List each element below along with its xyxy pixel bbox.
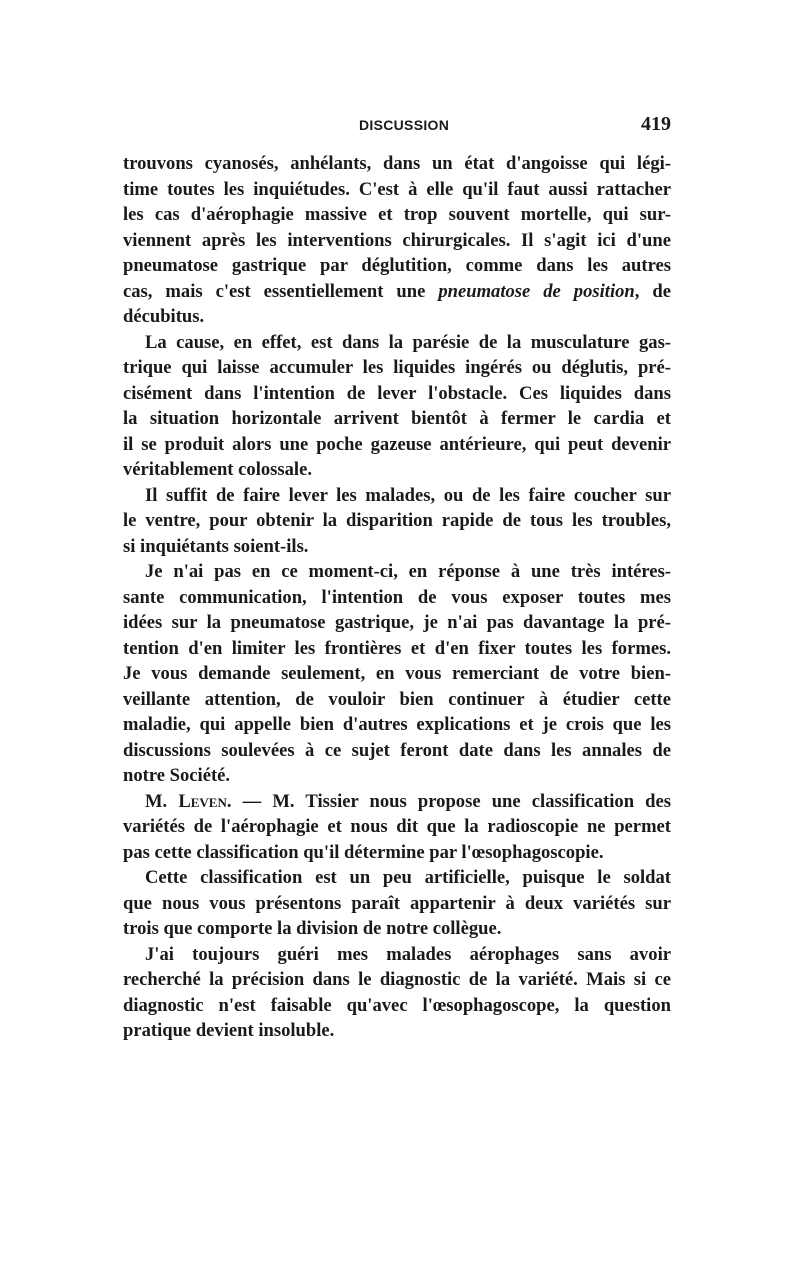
- text-line: J'ai toujours guéri mes malades aérophages sans avoir: [145, 943, 671, 965]
- page-number: 419: [641, 113, 671, 135]
- text-line: Je n'ai pas en ce moment-ci, en réponse à une très intéres-: [145, 561, 671, 582]
- speaker-name: M. Leven.: [145, 790, 232, 812]
- text-line: viennent après les interventions chirurgicales. Il s'agit ici d'une: [123, 229, 671, 251]
- text-line: sante communication, l'intention de vous exposer toutes mes: [123, 586, 671, 608]
- text-line: Cette classification est un peu artificielle, puisque le soldat: [145, 867, 671, 888]
- text-line: la situation horizontale arrivent bientôt à fermer le cardia et: [123, 408, 671, 429]
- text-line: maladie, qui appelle bien d'autres explications et je crois que les: [123, 714, 671, 735]
- book-page: [123, 0, 671, 1262]
- text-line: trouvons cyanosés, anhélants, dans un état d'angoisse qui légi-: [123, 153, 671, 174]
- text-line: véritablement colossale.: [123, 459, 312, 480]
- text-line: trique qui laisse accumuler les liquides ingérés ou déglutis, pré-: [123, 357, 671, 378]
- text-line: pratique devient insoluble.: [123, 1020, 335, 1041]
- text-line: tention d'en limiter les frontières et d'en fixer toutes les formes.: [123, 637, 671, 659]
- text-line: si inquiétants soient-ils.: [123, 535, 309, 557]
- italic-term: pneumatose de position: [438, 280, 635, 302]
- text-segment: , de: [634, 280, 671, 302]
- text-line: recherché la précision dans le diagnostic de la variété. Mais si ce: [123, 969, 671, 990]
- text-line: pas cette classification qu'il détermine par l'œsophagoscopie.: [123, 841, 604, 863]
- text-line: diagnostic n'est faisable qu'avec l'œsophagoscope, la question: [123, 994, 671, 1016]
- text-line: idées sur la pneumatose gastrique, je n'ai pas davantage la pré-: [123, 612, 671, 633]
- text-line: [123, 789, 671, 815]
- text-line: les cas d'aérophagie massive et trop souvent mortelle, qui sur-: [123, 204, 671, 225]
- text-line: La cause, en effet, est dans la parésie de la musculature gas-: [145, 331, 671, 353]
- text-line: notre Société.: [123, 765, 231, 786]
- text-line: décubitus.: [123, 306, 205, 327]
- text-line: pneumatose gastrique par déglutition, comme dans les autres: [123, 255, 671, 276]
- text-line: time toutes les inquiétudes. C'est à elle qu'il faut aussi rattacher: [123, 178, 671, 200]
- text-line: Il suffit de faire lever les malades, ou de les faire coucher sur: [145, 484, 671, 506]
- text-segment: cas, mais c'est essentiellement une: [123, 280, 426, 302]
- text-line: discussions soulevées à ce sujet feront date dans les annales de: [123, 739, 671, 761]
- text-line: variétés de l'aérophagie et nous dit que la radioscopie ne permet: [123, 816, 671, 837]
- text-line: Je vous demande seulement, en vous remerciant de votre bien-: [123, 663, 671, 684]
- text-line: trois que comporte la division de notre collègue.: [123, 918, 502, 939]
- text-line: veillante attention, de vouloir bien continuer à étudier cette: [123, 688, 671, 710]
- body-text: [123, 151, 671, 1044]
- text-line: il se produit alors une poche gazeuse antérieure, qui peut devenir: [123, 433, 671, 455]
- running-head: [123, 113, 671, 137]
- text-segment: — M. Tissier nous propose une classification des: [231, 790, 672, 812]
- text-line: le ventre, pour obtenir la disparition rapide de tous les troubles,: [123, 510, 671, 531]
- running-title: DISCUSSION: [359, 117, 450, 133]
- text-line: [123, 279, 671, 305]
- text-line: que nous vous présentons paraît appartenir à deux variétés sur: [123, 892, 671, 914]
- text-line: cisément dans l'intention de lever l'obstacle. Ces liquides dans: [123, 382, 671, 404]
